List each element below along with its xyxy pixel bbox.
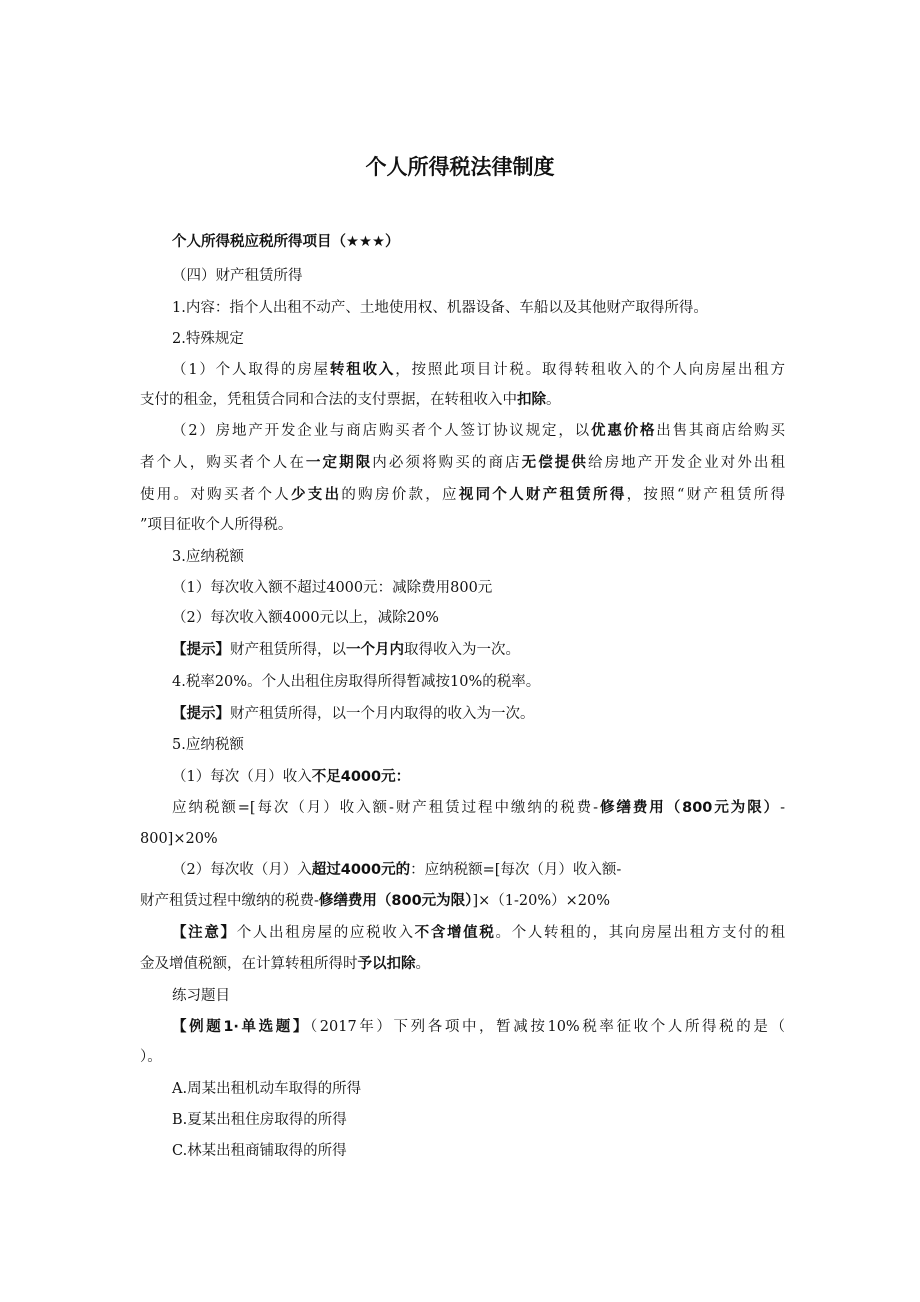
practice-heading: 练习题目: [172, 988, 230, 1004]
option-a: A.周某出租机动车取得的所得: [172, 1081, 362, 1097]
case-under-4000: （1）每次（月）收入不足4000元：: [172, 769, 411, 785]
rule1-line2: 支付的租金，凭租赁合同和合法的支付票据，在转租收入中扣除。: [140, 392, 561, 408]
formula-1-line1: 应纳税额=[每次（月）收入额-财产租赁过程中缴纳的税费-修缮费用（800元为限）-: [172, 800, 785, 816]
paragraph-content: 1.内容：指个人出租不动产、土地使用权、机器设备、车船以及其他财产取得所得。: [172, 300, 708, 316]
note-line1: 【注意】个人出租房屋的应税收入不含增值税。个人转租的，其向房屋出租方支付的租: [172, 925, 786, 941]
rule2-line4: ”项目征收个人所得税。: [140, 517, 293, 533]
paragraph-tax-payable-2: 5.应纳税额: [172, 737, 244, 753]
section-heading: 个人所得税应税所得项目（★★★）: [172, 234, 400, 250]
paragraph-tax-payable: 3.应纳税额: [172, 549, 244, 565]
tax-item-1: （1）每次收入额不超过4000元：减除费用800元: [172, 580, 493, 596]
rule2-line2: 者个人，购买者个人在一定期限内必须将购买的商店无偿提供给房地产开发企业对外出租: [140, 455, 786, 471]
page-title: 个人所得税法律制度: [365, 155, 555, 179]
rule2-line1: （2）房地产开发企业与商店购买者个人签订协议规定，以优惠价格出售其商店给购买: [172, 423, 786, 439]
sub-heading: （四）财产租赁所得: [172, 268, 303, 284]
rule2-line3: 使用。对购买者个人少支出的购房价款，应视同个人财产租赁所得，按照“财产租赁所得: [140, 487, 786, 503]
note-line2: 金及增值税额，在计算转租所得时予以扣除。: [140, 956, 430, 972]
question-line1: 【例题1·单选题】（2017年）下列各项中，暂减按10%税率征收个人所得税的是（: [172, 1019, 785, 1035]
paragraph-tax-rate: 4.税率20%。个人出租住房取得所得暂减按10%的税率。: [172, 674, 541, 690]
tip-1: 【提示】财产租赁所得，以一个月内取得收入为一次。: [172, 642, 520, 658]
option-b: B.夏某出租住房取得的所得: [172, 1112, 347, 1128]
tip-2: 【提示】财产租赁所得，以一个月内取得的收入为一次。: [172, 706, 535, 722]
rule1-line1: （1）个人取得的房屋转租收入，按照此项目计税。取得转租收入的个人向房屋出租方: [172, 362, 785, 378]
formula-1-line2: 800]×20%: [140, 831, 218, 847]
tax-item-2: （2）每次收入额4000元以上，减除20%: [172, 610, 439, 626]
paragraph-special-rules: 2.特殊规定: [172, 331, 244, 347]
case-over-4000: （2）每次收（月）入超过4000元的：应纳税额=[每次（月）收入额-: [172, 862, 622, 878]
question-line2: ）。: [140, 1049, 162, 1065]
formula-2-line2: 财产租赁过程中缴纳的税费-修缮费用（800元为限）]×（1-20%）×20%: [140, 893, 610, 909]
option-c: C.林某出租商铺取得的所得: [172, 1143, 347, 1159]
